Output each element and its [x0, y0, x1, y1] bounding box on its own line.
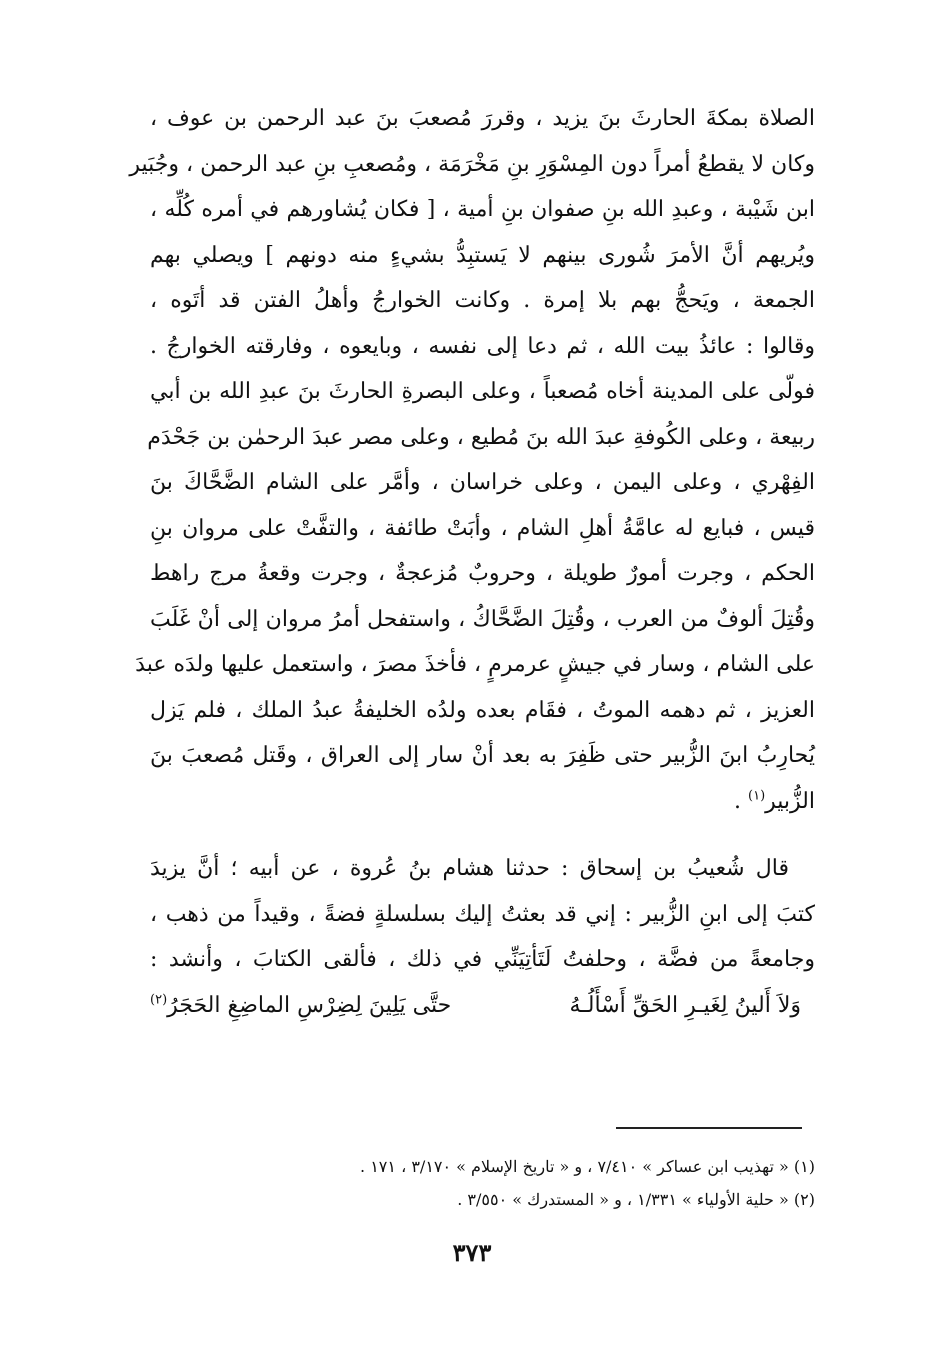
verse-second-hemistich: حتَّى يَلِينَ لِضِرْسِ الماضِغِ الحَجَرُ	[167, 992, 452, 1018]
footnote-ref-1[interactable]: (١)	[748, 788, 766, 804]
footnote-divider	[616, 1127, 802, 1129]
text-line: وقُتِلَ ألوفٌ من العرب ، وقُتِلَ الضَّحَّاكُ ، واستفحل أمرُ مروان إلى أنْ غَلَبَ	[150, 606, 815, 632]
paragraph-2	[150, 846, 815, 1028]
text-line: على الشام ، وسار في جيشٍ عرمرمٍ ، فأخذَ مصرَ ، واستعمل عليها ولدَه عبدَ	[135, 652, 815, 677]
text-line: ربيعة ، وعلى الكُوفةِ عبدَ الله بنَ مُطيع ، وعلى مصر عبدَ الرحمٰن بن جَحْدَم	[147, 424, 815, 450]
text-line: ابن شَيْبة ، وعبدِ الله بنِ صفوان بنِ أمية ، [ فكان يُشاورهم في أمره كُلِّه ،	[150, 197, 815, 222]
text-line: ويُريهم أنَّ الأمرَ شُورى بينهم لا يَستبِدُّ بشيءٍ منه دونهم ] ويصلي بهم	[150, 242, 815, 268]
text-line: يُحارِبُ ابنَ الزُّبير حتى ظَفِرَ به بعد أنْ سار إلى العراق ، وقَتل مُصعبَ بنَ	[150, 743, 815, 768]
text-line: الجمعة ، ويَحجُّ بهم بلا إمرة . وكانت الخوارجُ وأهلُ الفتن قد أتَوه ،	[150, 288, 815, 313]
footnote-ref-2[interactable]: (٢)	[150, 992, 168, 1008]
footnote-1: (١) « تهذيب ابن عساكر » ٧/٤١٠ ، و « تاريخ الإسلام » ٣/١٧٠ ، ١٧١ .	[360, 1157, 815, 1176]
paragraph-end-text: الزُّبير	[765, 788, 815, 814]
text-line: كتبَ إلى ابنِ الزُّبير : إني قد بعثتُ إليك بسلسلةٍ فضةً ، وقيداً من ذهب ،	[150, 901, 816, 927]
verse-second-hemistich-wrap	[150, 983, 451, 1029]
main-text	[129, 96, 816, 1028]
text-line: وجامعةً من فضَّة ، وحلفتُ لَتَأتِيَنِّي في ذلك ، فألقى الكتابَ ، وأنشد :	[150, 947, 815, 972]
text-line: الحكم ، وجرت أمورٌ طويلة ، وحروبٌ مُزعجةٌ ، وجرت وقعةُ مرج راهط	[150, 561, 815, 586]
verse-first-hemistich: وَلاَ أَلينُ لِغَيـرِ الحَقِّ أَسْأَلُـهُ	[569, 992, 801, 1018]
paragraph-end-tail: .	[734, 788, 748, 814]
page-number: ٣٧٣	[452, 1238, 492, 1267]
text-line: قيس ، فبايع له عامَّةُ أهلِ الشام ، وأبَتْ طائفة ، والتفَّتْ على مروان بنِ	[150, 515, 815, 541]
footnote-2: (٢) « حلية الأولياء » ١/٣٣١ ، و « المستدرك » ٣/٥٥٠ .	[457, 1190, 815, 1209]
text-line: الفِهْري ، وعلى اليمن ، وعلى خراسان ، وأمَّر على الشام الضَّحَّاكَ بنَ	[150, 470, 815, 495]
verse-line	[150, 983, 815, 1029]
text-line: الصلاة بمكةَ الحارثَ بنَ يزيد ، وقررَ مُصعبَ بنَ عبد الرحمن بن عوف ،	[150, 106, 815, 131]
paragraph-1	[129, 96, 815, 824]
paragraph-gap	[150, 824, 815, 846]
text-line: العزيز ، ثم دهمه الموتُ ، فقَام بعده ولدُه الخليفةُ عبدُ الملك ، فلم يَزل	[150, 697, 815, 723]
text-line: فولّى على المدينة أخاه مُصعباً ، وعلى البصرةِ الحارثَ بنَ عبدِ الله بن أبي	[150, 379, 815, 404]
text-line: وكان لا يقطعُ أمراً دون المِسْوَرِ بنِ مَخْرَمَة ، ومُصعبِ بنِ عبد الرحمن ، وجُبَير	[129, 151, 815, 177]
text-line-final	[150, 779, 815, 825]
text-line: وقالوا : عائذُ بيت الله ، ثم دعا إلى نفسه ، وبايعوه ، وفارقته الخوارجُ .	[150, 333, 815, 359]
text-line: قال شُعيبُ بن إسحاق : حدثنا هشام بنُ عُروة ، عن أبيه ؛ أنَّ يزيدَ	[150, 856, 789, 881]
footnotes	[290, 1150, 815, 1216]
